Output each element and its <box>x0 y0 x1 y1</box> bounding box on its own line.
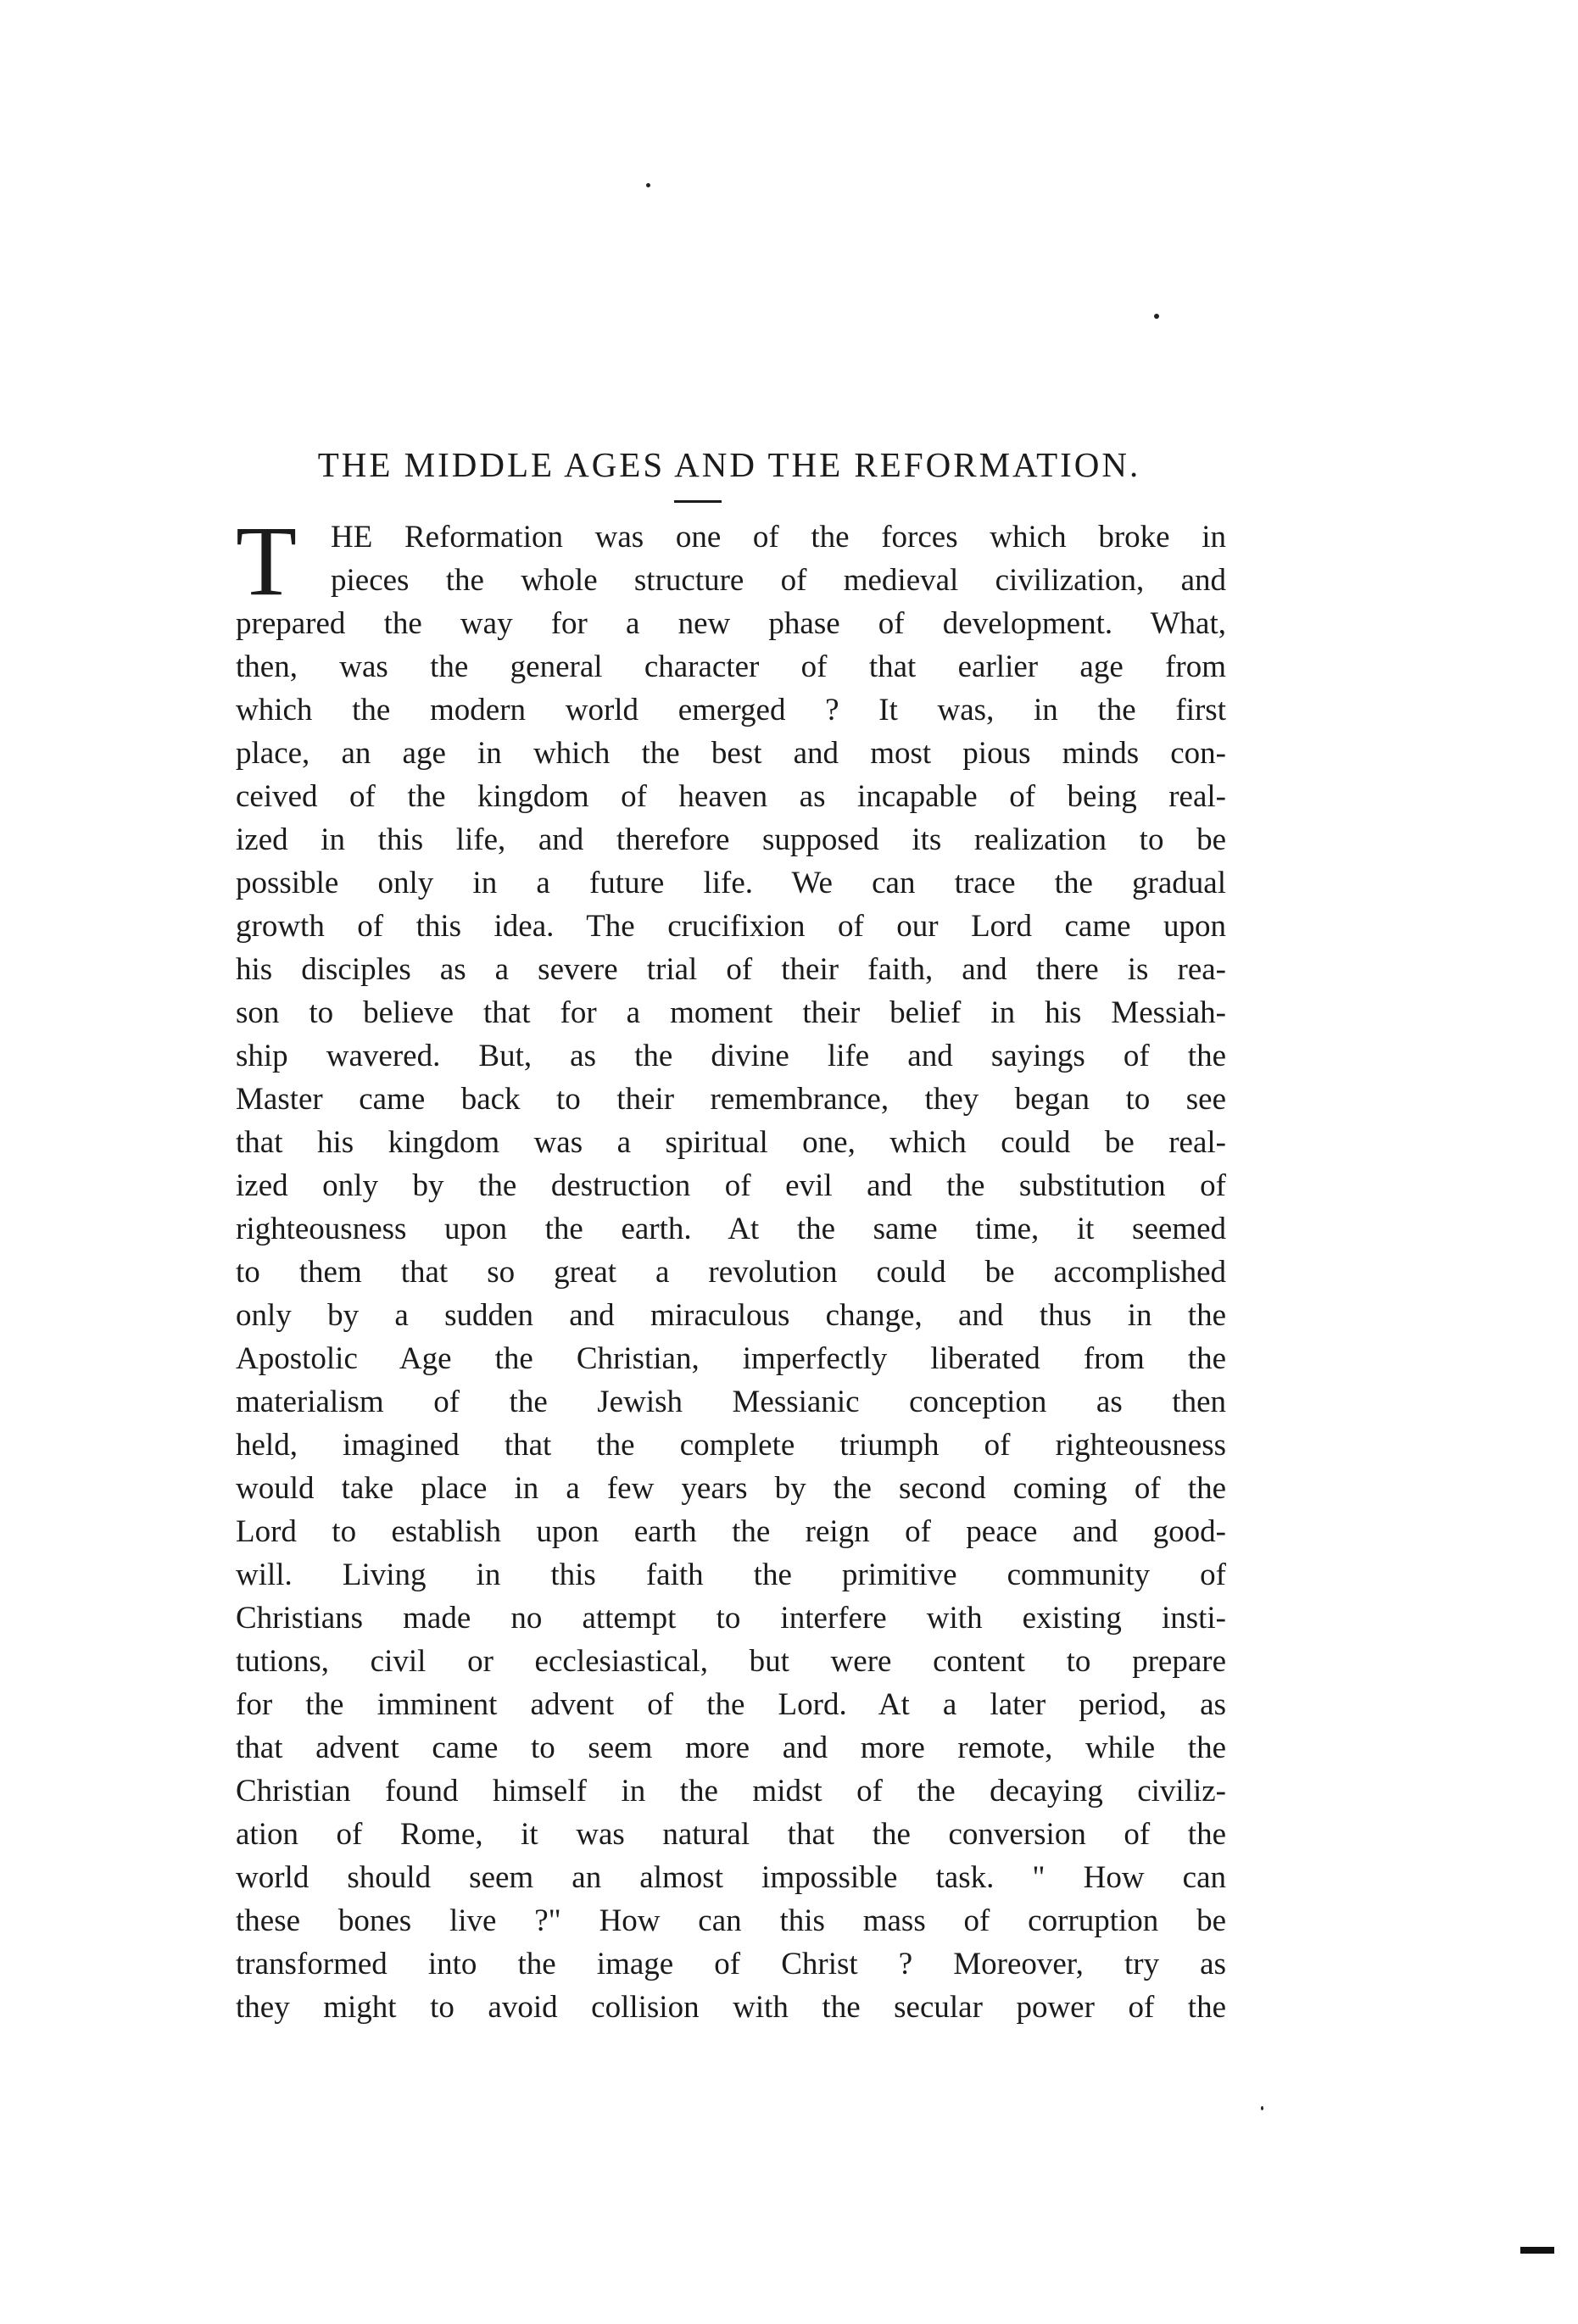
text-line: world should seem an almost impossible task. " How can <box>236 1860 1226 1895</box>
text-line: growth of this idea. The crucifixion of our Lord came upon <box>236 909 1226 944</box>
text-line: Apostolic Age the Christian, imperfectly liberated from the <box>236 1341 1226 1376</box>
text-line: ship wavered. But, as the divine life and sayings of the <box>236 1039 1226 1073</box>
text-line: which the modern world emerged ? It was, in the first <box>236 693 1226 727</box>
text-line: Master came back to their remembrance, they began to see <box>236 1082 1226 1117</box>
text-line: Christians made no attempt to interfere with existing insti- <box>236 1601 1226 1636</box>
text-line: righteousness upon the earth. At the same time, it seemed <box>236 1212 1226 1246</box>
text-line: for the imminent advent of the Lord. At a later period, as <box>236 1687 1226 1722</box>
text-line: would take place in a few years by the second coming of the <box>236 1471 1226 1506</box>
text-line: HE Reformation was one of the forces which broke in <box>331 520 1226 555</box>
text-line: they might to avoid collision with the secular power of the <box>236 1990 1226 2025</box>
text-line: ation of Rome, it was natural that the conversion of the <box>236 1817 1226 1852</box>
scan-speck <box>646 183 650 187</box>
text-line: prepared the way for a new phase of development. What, <box>236 606 1226 641</box>
scan-speck <box>1154 314 1159 319</box>
text-line: tutions, civil or ecclesiastical, but were content to prepare <box>236 1644 1226 1679</box>
text-line: then, was the general character of that earlier age from <box>236 649 1226 684</box>
text-line: will. Living in this faith the primitive community of <box>236 1558 1226 1592</box>
text-line: ized only by the destruction of evil and the substitution of <box>236 1168 1226 1203</box>
text-line: possible only in a future life. We can trace the gradual <box>236 866 1226 900</box>
text-line: that advent came to seem more and more remote, while the <box>236 1730 1226 1765</box>
text-line: ceived of the kingdom of heaven as incapable of being real- <box>236 779 1226 814</box>
text-line: materialism of the Jewish Messianic conception as then <box>236 1385 1226 1419</box>
title-rule <box>674 500 722 503</box>
text-line: only by a sudden and miraculous change, and thus in the <box>236 1298 1226 1333</box>
text-line: son to believe that for a moment their belief in his Messiah- <box>236 995 1226 1030</box>
text-line: place, an age in which the best and most pious minds con- <box>236 736 1226 771</box>
body-paragraph <box>236 516 1226 2029</box>
chapter-title: THE MIDDLE AGES AND THE REFORMATION. <box>317 445 1141 484</box>
scan-speck <box>1261 2106 1263 2110</box>
text-line: Lord to establish upon earth the reign of peace and good- <box>236 1514 1226 1549</box>
drop-cap: T <box>236 519 298 607</box>
scan-dash-mark <box>1520 2247 1554 2254</box>
text-line: these bones live ?" How can this mass of corruption be <box>236 1903 1226 1938</box>
text-line: to them that so great a revolution could be accomplished <box>236 1255 1226 1290</box>
text-line: ized in this life, and therefore supposed its realization to be <box>236 822 1226 857</box>
text-line: held, imagined that the complete triumph of righteousness <box>236 1428 1226 1463</box>
text-line: his disciples as a severe trial of their faith, and there is rea- <box>236 952 1226 987</box>
text-line: Christian found himself in the midst of the decaying civiliz- <box>236 1774 1226 1808</box>
text-line: transformed into the image of Christ ? Moreover, try as <box>236 1947 1226 1981</box>
text-line: pieces the whole structure of medieval civilization, and <box>331 563 1226 598</box>
text-line: that his kingdom was a spiritual one, which could be real- <box>236 1125 1226 1160</box>
